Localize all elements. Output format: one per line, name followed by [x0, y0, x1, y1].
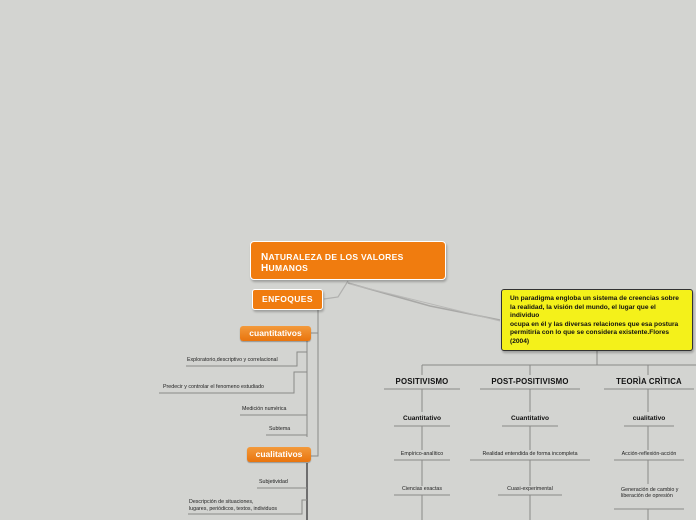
paradigm-3-item-2[interactable]: Generación de cambio y liberación de opresión [621, 487, 679, 500]
central-cap-1: N [261, 252, 269, 263]
cuantitativos-item-4[interactable]: Subtema [269, 426, 291, 432]
paradigm-title-2[interactable]: POST-POSITIVISMO [491, 377, 569, 386]
paradigm-1-item-2[interactable]: Ciencias exactas [401, 486, 443, 492]
paradigm-title-3[interactable]: TEORÌA CRÌTICA [616, 377, 682, 386]
central-text-2: UMANOS [268, 263, 309, 273]
central-text-1: ATURALEZA DE LOS VALORES [268, 252, 404, 262]
paradigm-3-item-1[interactable]: Acción-reflexión-acción [621, 451, 677, 457]
cualitativos-item-1[interactable]: Subjetividad [259, 479, 288, 485]
cualitativos-item-2[interactable]: Descripción de situaciones, lugares, periódicos, textos, individuos [189, 499, 278, 512]
paradigm-enfoque-1[interactable]: Cuantitativo [402, 415, 442, 422]
cuantitativos-item-2[interactable]: Predecir y controlar el fenomeno estudiado [163, 384, 264, 390]
paradigm-enfoque-2[interactable]: Cuantitativo [510, 415, 550, 422]
cuantitativos-item-3[interactable]: Medición numérica [242, 406, 287, 412]
cuantitativos-topic[interactable]: cuantitativos [240, 326, 311, 341]
cuantitativos-item-1[interactable]: Exploratorio,descriptivo y correlacional [187, 357, 278, 363]
paradigm-enfoque-3[interactable]: cualitativo [632, 415, 666, 422]
paradigm-1-item-1[interactable]: Empírico-analítico [400, 451, 444, 457]
enfoques-topic[interactable]: ENFOQUES [252, 289, 323, 310]
paradigm-2-item-2[interactable]: Cuasi-experimental [507, 486, 553, 492]
cualitativos-topic[interactable]: cualitativos [247, 447, 311, 462]
central-topic[interactable] [250, 241, 446, 280]
paradigm-2-item-1[interactable]: Realidad entendida de forma incompleta [482, 451, 578, 457]
central-cap-2: H [261, 263, 269, 274]
paradigm-definition-note[interactable]: Un paradigma engloba un sistema de creencias sobre la realidad, la visión del mundo, el lugar que el individuo ocupa en él y las diversas relaciones que esa postura permitiría con lo que se considera existente.Flores (2004) [501, 289, 693, 351]
paradigm-title-1[interactable]: POSITIVISMO [395, 377, 449, 386]
